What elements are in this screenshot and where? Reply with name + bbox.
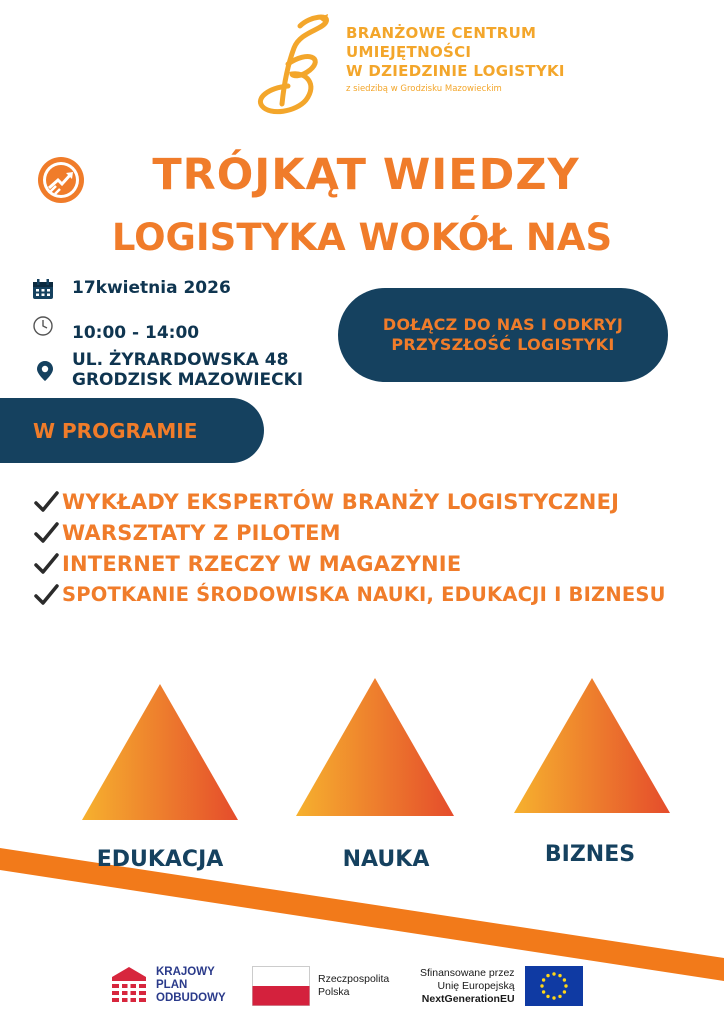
clock-icon [32, 315, 54, 337]
triangle-nauka [296, 678, 454, 816]
event-address [72, 350, 303, 390]
address-street: UL. ŻYRARDOWSKA 48 [72, 350, 289, 370]
location-pin-icon [34, 360, 56, 382]
org-name-line1: BRANŻOWE CENTRUM [346, 24, 537, 42]
program-item-text: INTERNET RZECZY W MAGAZYNIE [62, 551, 462, 576]
check-icon [32, 551, 62, 577]
cta-line1: DOŁĄCZ DO NAS I ODKRYJ [382, 315, 624, 334]
program-item-text: WYKŁADY EKSPERTÓW BRANŻY LOGISTYCZNEJ [62, 489, 620, 514]
kpo-line1: KRAJOWY [156, 965, 215, 978]
eu-line1: Sfinansowane przez [420, 966, 515, 979]
join-us-banner [338, 288, 668, 382]
eu-line3: NextGenerationEU [421, 992, 515, 1005]
check-icon [32, 520, 62, 546]
check-icon [32, 582, 62, 608]
program-item [32, 548, 666, 579]
header-org-name [346, 24, 565, 95]
eu-logo [420, 966, 583, 1006]
program-item [32, 486, 666, 517]
rp-line2: Polska [318, 986, 350, 998]
calendar-icon [32, 278, 54, 300]
kpo-logo [110, 965, 226, 1005]
kpo-line2: PLAN [156, 978, 188, 991]
rzeczpospolita-logo [252, 966, 389, 1006]
rp-line1: Rzeczpospolita [318, 973, 390, 985]
kpo-line3: ODBUDOWY [156, 991, 226, 1004]
triangle-edukacja [82, 684, 238, 820]
page-subtitle: LOGISTYKA WOKÓŁ NAS [111, 216, 613, 259]
address-city: GRODZISK MAZOWIECKI [72, 370, 304, 390]
program-item [32, 517, 666, 548]
pillar-label-biznes: BIZNES [544, 842, 636, 867]
eu-line2: Unię Europejską [437, 979, 515, 992]
triangle-biznes [514, 678, 670, 813]
program-item-text: SPOTKANIE ŚRODOWISKA NAUKI, EDUKACJI I BIZNESU [62, 583, 666, 606]
pillar-label-nauka: NAUKA [342, 847, 430, 872]
program-list [32, 486, 666, 610]
bcu-logo-mark [248, 8, 338, 120]
event-time: 10:00 - 14:00 [72, 323, 200, 343]
check-icon [32, 489, 62, 515]
program-item [32, 579, 666, 610]
org-seat: z siedzibą w Grodzisku Mazowieckim [346, 84, 502, 94]
kpo-emblem-icon [110, 965, 148, 1005]
event-date: 17kwietnia 2026 [72, 278, 231, 298]
org-name-line3: W DZIEDZINIE LOGISTYKI [346, 62, 565, 80]
knowledge-triangles [0, 670, 724, 830]
eu-flag-icon [525, 966, 583, 1006]
pillar-label-edukacja: EDUKACJA [96, 847, 224, 872]
program-item-text: WARSZTATY Z PILOTEM [62, 520, 341, 545]
polish-flag-icon [252, 966, 310, 1006]
page-title: TRÓJKĄT WIEDZY [152, 150, 580, 200]
cta-line2: PRZYSZŁOŚĆ LOGISTYKI [391, 335, 615, 354]
program-heading: W PROGRAMIE [33, 418, 198, 443]
org-name-line2: UMIEJĘTNOŚCI [346, 43, 472, 61]
program-heading-pill [0, 398, 264, 463]
